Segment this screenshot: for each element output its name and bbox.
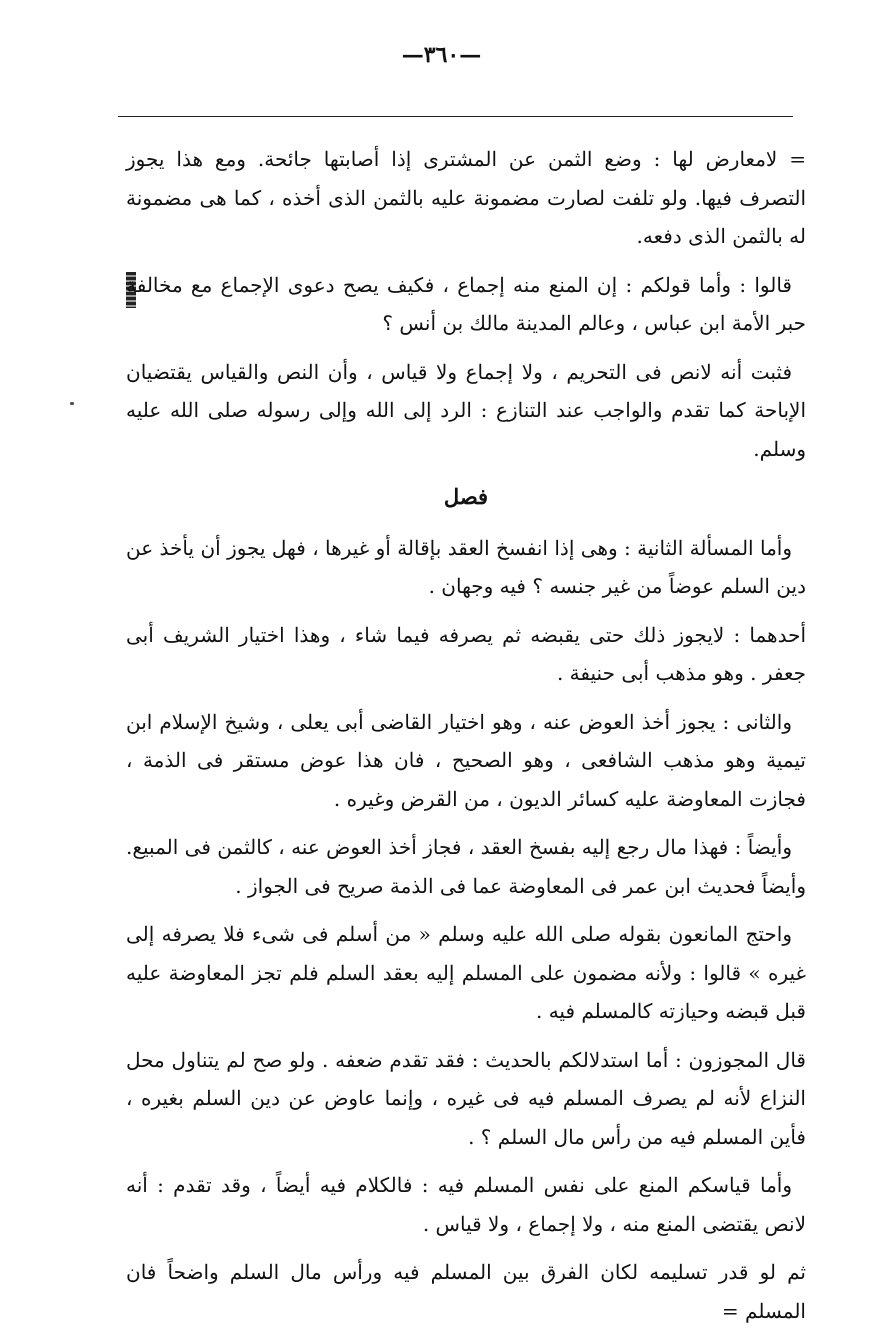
paragraph: أحدهما : لايجوز ذلك حتى يقبضه ثم يصرفه فيما شاء ، وهذا اختيار الشريف أبى جعفر . وهو مذهب أبى حنيفة . bbox=[126, 622, 806, 685]
header-rule bbox=[118, 116, 793, 117]
page-number: —٣٦٠— bbox=[401, 42, 482, 68]
paragraph: قالوا : وأما قولكم : إن المنع منه إجماع ، فكيف يصح دعوى الإجماع مع مخالفة حبر الأمة ابن عباس ، وعالم المدينة مالك بن أنس ؟ bbox=[126, 272, 806, 335]
paragraph: والثانى : يجوز أخذ العوض عنه ، وهو اختيار القاضى أبى يعلى ، وشيخ الإسلام ابن تيمية وهو مذهب الشافعى ، وهو الصحيح ، فان هذا عوض مستقر فى الذمة ، فجازت المعاوضة عليه كسائر الديون ، من القرض وغيره . bbox=[126, 709, 806, 811]
paragraph: = لامعارض لها : وضع الثمن عن المشترى إذا أصابتها جائحة. ومع هذا يجوز التصرف فيها. ولو تلفت لصارت مضمونة عليه بالثمن الذى أخذه ، كما هى مضمونة له بالثمن الذى دفعه. bbox=[126, 147, 807, 248]
paragraph: وأما المسألة الثانية : وهى إذا انفسخ العقد بإقالة أو غيرها ، فهل يجوز أن يأخذ عن دين السلم عوضاً من غير جنسه ؟ فيه وجهان . bbox=[126, 535, 806, 598]
paragraph: وأيضاً : فهذا مال رجع إليه بفسخ العقد ، فجاز أخذ العوض عنه ، كالثمن فى المبيع. وأيضاً فحديث ابن عمر فى المعاوضة عما فى الذمة صريح فى الجواز . bbox=[126, 835, 806, 898]
paragraph: واحتج المانعون بقوله صلى الله عليه وسلم « من أسلم فى شىء فلا يصرفه إلى غيره » قالوا : ولأنه مضمون على المسلم إليه بعقد السلم فلم تجز المعاوضة عليه قبل قبضه وحيازته كالمسلم فيه . bbox=[126, 922, 806, 1023]
page-body bbox=[126, 140, 806, 1340]
paragraph: وأما قياسكم المنع على نفس المسلم فيه : فالكلام فيه أيضاً ، وقد تقدم : أنه لانص يقتضى المنع منه ، ولا إجماع ، ولا قياس . bbox=[126, 1173, 806, 1236]
scan-speck bbox=[70, 402, 74, 405]
paragraph: ثم لو قدر تسليمه لكان الفرق بين المسلم فيه ورأس مال السلم واضحاً فان المسلم = bbox=[126, 1260, 806, 1323]
paragraph: فثبت أنه لانص فى التحريم ، ولا إجماع ولا قياس ، وأن النص والقياس يقتضيان الإباحة كما تقدم والواجب عند التنازع : الرد إلى الله وإلى رسوله صلى الله عليه وسلم. bbox=[126, 359, 806, 461]
paragraph: قال المجوزون : أما استدلالكم بالحديث : فقد تقدم ضعفه . ولو صح لم يتناول محل النزاع لأنه لم يصرف المسلم فيه فى غيره ، وإنما عاوض عن دين السلم بغيره ، فأين المسلم فيه من رأس مال السلم ؟ . bbox=[126, 1047, 806, 1149]
section-heading: فصل bbox=[443, 484, 489, 509]
